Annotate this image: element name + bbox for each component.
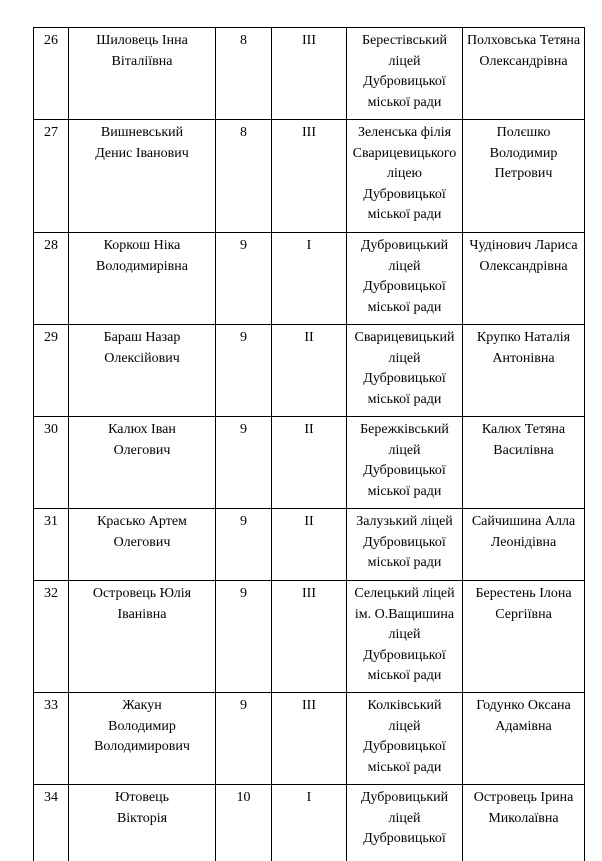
table-row — [34, 581, 585, 693]
student-name-cell: Островець Юлія Іванівна — [69, 581, 216, 693]
row-number-cell: 28 — [34, 233, 69, 325]
place-cell: І — [272, 785, 347, 861]
table-row — [34, 233, 585, 325]
place-cell: І — [272, 233, 347, 325]
table-row — [34, 509, 585, 581]
place-cell: ІІІ — [272, 693, 347, 785]
teacher-cell: Берестень Ілона Сергіївна — [463, 581, 585, 693]
teacher-cell: Полховська Тетяна Олександрівна — [463, 28, 585, 120]
row-number-cell: 34 — [34, 785, 69, 861]
student-name-cell: Шиловець Інна Віталіївна — [69, 28, 216, 120]
row-number-cell: 26 — [34, 28, 69, 120]
teacher-cell: Островець Ірина Миколаївна — [463, 785, 585, 861]
school-cell: Бережківський ліцей Дубровицької міської ради — [347, 417, 463, 509]
grade-cell: 9 — [216, 233, 272, 325]
student-name-cell: Красько Артем Олегович — [69, 509, 216, 581]
grade-cell: 9 — [216, 509, 272, 581]
school-cell: Зеленська філія Сварицевицького ліцею Дубровицької міської ради — [347, 120, 463, 233]
student-name-cell: Бараш Назар Олексійович — [69, 325, 216, 417]
table-row — [34, 417, 585, 509]
school-cell: Колківський ліцей Дубровицької міської ради — [347, 693, 463, 785]
teacher-cell: Годунко Оксана Адамівна — [463, 693, 585, 785]
student-name-cell: Ютовець Вікторія — [69, 785, 216, 861]
school-cell: Дубровицький ліцей Дубровицької — [347, 785, 463, 861]
table-row — [34, 325, 585, 417]
place-cell: ІІІ — [272, 28, 347, 120]
place-cell: ІІ — [272, 417, 347, 509]
grade-cell: 9 — [216, 417, 272, 509]
school-cell: Селецький ліцей ім. О.Ващишина ліцей Дубровицької міської ради — [347, 581, 463, 693]
school-cell: Дубровицький ліцей Дубровицької міської ради — [347, 233, 463, 325]
school-cell: Сварицевицький ліцей Дубровицької міської ради — [347, 325, 463, 417]
place-cell: ІІІ — [272, 581, 347, 693]
grade-cell: 9 — [216, 325, 272, 417]
teacher-cell: Калюх Тетяна Василівна — [463, 417, 585, 509]
place-cell: ІІІ — [272, 120, 347, 233]
row-number-cell: 30 — [34, 417, 69, 509]
teacher-cell: Чудінович Лариса Олександрівна — [463, 233, 585, 325]
row-number-cell: 27 — [34, 120, 69, 233]
table-row — [34, 28, 585, 120]
row-number-cell: 31 — [34, 509, 69, 581]
place-cell: ІІ — [272, 509, 347, 581]
student-name-cell: Вишневський Денис Іванович — [69, 120, 216, 233]
student-name-cell: Калюх Іван Олегович — [69, 417, 216, 509]
student-name-cell: Жакун Володимир Володимирович — [69, 693, 216, 785]
student-name-cell: Коркош Ніка Володимирівна — [69, 233, 216, 325]
row-number-cell: 32 — [34, 581, 69, 693]
teacher-cell: Сайчишина Алла Леонідівна — [463, 509, 585, 581]
grade-cell: 9 — [216, 693, 272, 785]
school-cell: Берестівський ліцей Дубровицької міської ради — [347, 28, 463, 120]
teacher-cell: Крупко Наталія Антонівна — [463, 325, 585, 417]
grade-cell: 8 — [216, 28, 272, 120]
results-table — [33, 27, 585, 861]
school-cell: Залузький ліцей Дубровицької міської ради — [347, 509, 463, 581]
grade-cell: 10 — [216, 785, 272, 861]
table-row — [34, 693, 585, 785]
row-number-cell: 29 — [34, 325, 69, 417]
place-cell: ІІ — [272, 325, 347, 417]
table-row — [34, 785, 585, 861]
teacher-cell: Полєшко Володимир Петрович — [463, 120, 585, 233]
table-row — [34, 120, 585, 233]
grade-cell: 8 — [216, 120, 272, 233]
row-number-cell: 33 — [34, 693, 69, 785]
grade-cell: 9 — [216, 581, 272, 693]
